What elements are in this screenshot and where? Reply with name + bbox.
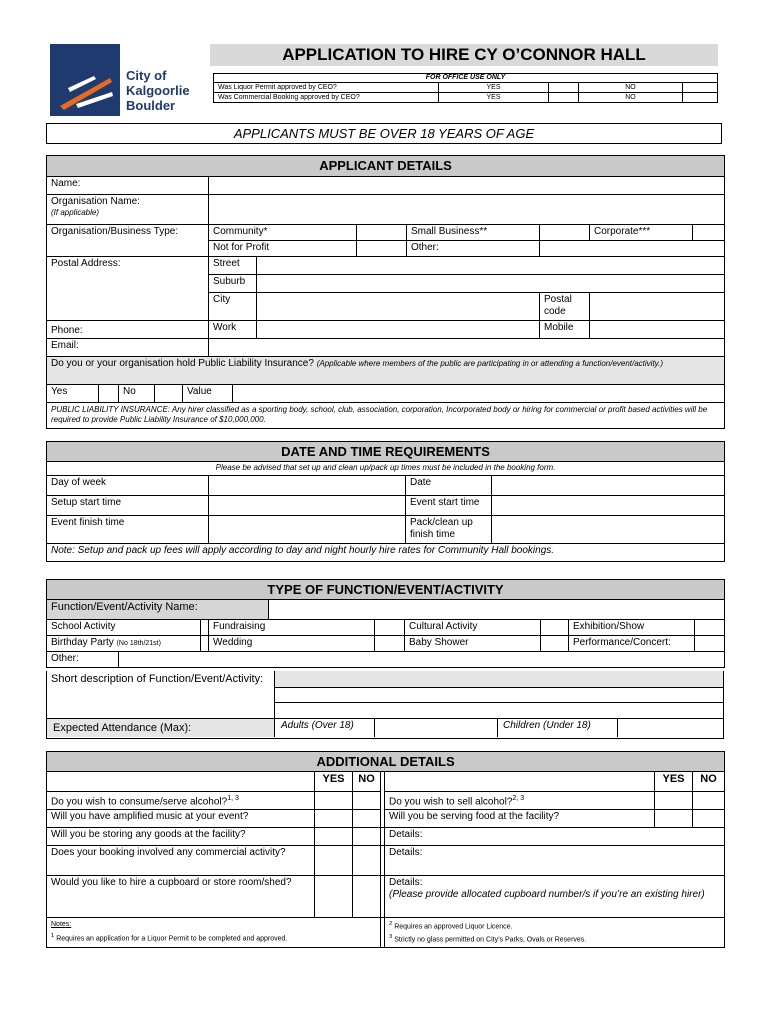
note-1: Requires an application for a Liquor Permit to be completed and approved. bbox=[56, 935, 288, 943]
school-activity-label: School Activity bbox=[47, 620, 201, 636]
adults-label: Adults (Over 18) bbox=[281, 720, 354, 731]
setup-start-label: Setup start time bbox=[47, 496, 209, 516]
insurance-question-text: Do you or your organisation hold Public Liability Insurance? bbox=[51, 358, 314, 369]
mobile-field[interactable] bbox=[590, 321, 725, 339]
org-name-field[interactable] bbox=[209, 195, 725, 225]
additional-details-header: ADDITIONAL DETAILS bbox=[47, 752, 725, 772]
note-2: Requires an approved Liquor Licence. bbox=[394, 923, 513, 931]
consume-alcohol-question: Do you wish to consume/serve alcohol? bbox=[51, 796, 228, 807]
date-label: Date bbox=[406, 476, 492, 496]
adults-field[interactable] bbox=[374, 719, 498, 737]
date-time-table bbox=[46, 441, 725, 562]
logo-text-line3: Boulder bbox=[126, 98, 176, 113]
type-community-box[interactable] bbox=[357, 225, 407, 241]
office-use-table bbox=[213, 73, 718, 103]
amplified-music-question: Will you have amplified music at your event? bbox=[47, 810, 315, 828]
storing-goods-yes-box[interactable] bbox=[315, 828, 353, 846]
note-3: Strictly no glass permitted on City’s Parks, Ovals or Reserves. bbox=[394, 936, 587, 944]
short-description-line-1[interactable] bbox=[275, 671, 723, 688]
birthday-party-cell bbox=[47, 636, 201, 652]
fundraising-box[interactable] bbox=[375, 620, 405, 636]
fundraising-label: Fundraising bbox=[209, 620, 375, 636]
age-notice: APPLICANTS MUST BE OVER 18 YEARS OF AGE bbox=[46, 123, 722, 144]
name-field[interactable] bbox=[209, 177, 725, 195]
cupboard-hire-no-box[interactable] bbox=[353, 876, 381, 918]
work-phone-field[interactable] bbox=[257, 321, 540, 339]
day-of-week-label: Day of week bbox=[47, 476, 209, 496]
school-activity-box[interactable] bbox=[201, 620, 209, 636]
consume-alcohol-yes-box[interactable] bbox=[315, 792, 353, 810]
other-function-label: Other: bbox=[47, 652, 119, 668]
event-finish-field[interactable] bbox=[209, 516, 406, 544]
performance-box[interactable] bbox=[695, 636, 725, 652]
insurance-yes-label: Yes bbox=[47, 385, 99, 403]
mobile-label: Mobile bbox=[540, 321, 590, 339]
wedding-box[interactable] bbox=[375, 636, 405, 652]
cupboard-hire-yes-box[interactable] bbox=[315, 876, 353, 918]
postal-address-label: Postal Address: bbox=[47, 257, 209, 321]
office-liquor-no[interactable]: NO bbox=[579, 83, 683, 93]
exhibition-label: Exhibition/Show bbox=[569, 620, 695, 636]
pack-up-finish-field[interactable] bbox=[492, 516, 725, 544]
insurance-question bbox=[47, 357, 725, 385]
expected-attendance-label: Expected Attendance (Max): bbox=[47, 719, 275, 737]
commercial-activity-no-box[interactable] bbox=[353, 846, 381, 876]
insurance-question-note: (Applicable where members of the public are participating in or attending a function/event/activity.) bbox=[316, 359, 663, 368]
city-field[interactable] bbox=[257, 293, 540, 321]
type-not-for-profit-label: Not for Profit bbox=[209, 241, 357, 257]
sell-alcohol-no-box[interactable] bbox=[693, 792, 725, 810]
org-name-note: (If applicable) bbox=[51, 208, 100, 217]
insurance-answer-table bbox=[46, 384, 725, 429]
logo-text-line1: City of bbox=[126, 68, 167, 83]
logo-mark-icon bbox=[50, 44, 120, 116]
setup-fees-note: Note: Setup and pack up fees will apply according to day and night hourly hire rates for Community Hall bookings. bbox=[47, 544, 725, 562]
event-finish-label: Event finish time bbox=[47, 516, 209, 544]
commercial-activity-question: Does your booking involved any commercial activity? bbox=[47, 846, 315, 876]
email-label: Email: bbox=[47, 339, 209, 357]
storing-goods-question: Will you be storing any goods at the facility? bbox=[47, 828, 315, 846]
consume-alcohol-no-box[interactable] bbox=[353, 792, 381, 810]
short-description-section bbox=[46, 671, 724, 739]
event-start-label: Event start time bbox=[406, 496, 492, 516]
sell-alcohol-yes-box[interactable] bbox=[655, 792, 693, 810]
type-corporate-label: Corporate*** bbox=[590, 225, 693, 241]
no-column-header-right: NO bbox=[693, 772, 725, 792]
type-corporate-box[interactable] bbox=[693, 225, 725, 241]
type-small-business-box[interactable] bbox=[540, 225, 590, 241]
consume-alcohol-footnote: 1, 3 bbox=[227, 794, 239, 802]
type-not-for-profit-box[interactable] bbox=[357, 241, 407, 257]
sell-alcohol-footnote: 2, 3 bbox=[512, 794, 525, 802]
baby-shower-label: Baby Shower bbox=[405, 636, 541, 652]
type-community-label: Community* bbox=[209, 225, 357, 241]
notes-heading: Notes: bbox=[51, 921, 72, 928]
children-label: Children (Under 18) bbox=[503, 720, 591, 731]
page-title: APPLICATION TO HIRE CY O’CONNOR HALL bbox=[210, 44, 718, 66]
amplified-music-no-box[interactable] bbox=[353, 810, 381, 828]
birthday-party-note: (No 18th/21st) bbox=[116, 640, 161, 647]
insurance-value-field[interactable] bbox=[233, 385, 725, 403]
council-logo bbox=[50, 44, 210, 116]
street-label: Street bbox=[209, 257, 257, 275]
function-name-label: Function/Event/Activity Name: bbox=[47, 600, 269, 620]
commercial-activity-details[interactable]: Details: bbox=[385, 846, 725, 876]
applicant-details-header: APPLICANT DETAILS bbox=[47, 156, 725, 177]
commercial-activity-yes-box[interactable] bbox=[315, 846, 353, 876]
email-field[interactable] bbox=[209, 339, 725, 357]
insurance-no-label: No bbox=[119, 385, 155, 403]
pack-up-finish-label: Pack/clean up finish time bbox=[406, 516, 492, 544]
date-time-header: DATE AND TIME REQUIREMENTS bbox=[47, 442, 725, 462]
type-other-field[interactable] bbox=[540, 241, 725, 257]
date-time-advice: Please be advised that set up and clean up/pack up times must be included in the booking form. bbox=[47, 462, 725, 476]
date-field[interactable] bbox=[492, 476, 725, 496]
suburb-field[interactable] bbox=[257, 275, 725, 293]
event-start-field[interactable] bbox=[492, 496, 725, 516]
wedding-label: Wedding bbox=[209, 636, 375, 652]
cultural-activity-box[interactable] bbox=[541, 620, 569, 636]
sell-alcohol-question: Do you wish to sell alcohol? bbox=[389, 796, 513, 807]
office-commercial-yes[interactable]: YES bbox=[439, 93, 549, 103]
phone-label: Phone: bbox=[47, 321, 209, 339]
short-description-label: Short description of Function/Event/Activity: bbox=[47, 671, 275, 718]
postal-code-field[interactable] bbox=[590, 293, 725, 321]
office-use-heading: FOR OFFICE USE ONLY bbox=[214, 74, 718, 83]
serving-food-yes-box[interactable] bbox=[655, 810, 693, 828]
short-description-line-2[interactable] bbox=[275, 687, 723, 703]
birthday-party-label: Birthday Party bbox=[51, 637, 114, 648]
city-label: City bbox=[209, 293, 257, 321]
org-type-label: Organisation/Business Type: bbox=[47, 225, 209, 257]
cupboard-details-label: Details: bbox=[389, 877, 423, 888]
office-liquor-yes[interactable]: YES bbox=[439, 83, 549, 93]
day-of-week-field[interactable] bbox=[209, 476, 406, 496]
insurance-no-box[interactable] bbox=[155, 385, 183, 403]
type-other-label: Other: bbox=[407, 241, 540, 257]
street-field[interactable] bbox=[257, 257, 725, 275]
type-small-business-label: Small Business** bbox=[407, 225, 540, 241]
function-type-table bbox=[46, 579, 725, 668]
storing-goods-no-box[interactable] bbox=[353, 828, 381, 846]
setup-start-field[interactable] bbox=[209, 496, 406, 516]
office-commercial-no[interactable]: NO bbox=[579, 93, 683, 103]
postal-code-label: Postal code bbox=[540, 293, 590, 321]
no-column-header-left: NO bbox=[353, 772, 381, 792]
serving-food-question: Will you be serving food at the facility? bbox=[385, 810, 655, 828]
cultural-activity-label: Cultural Activity bbox=[405, 620, 541, 636]
short-description-line-3[interactable] bbox=[275, 702, 723, 718]
insurance-value-label: Value bbox=[183, 385, 233, 403]
office-commercial-question: Was Commercial Booking approved by CEO? bbox=[214, 93, 439, 103]
cupboard-hire-question: Would you like to hire a cupboard or store room/shed? bbox=[47, 876, 315, 918]
serving-food-no-box[interactable] bbox=[693, 810, 725, 828]
birthday-party-box[interactable] bbox=[201, 636, 209, 652]
function-name-field[interactable] bbox=[269, 600, 725, 620]
cupboard-details-note: (Please provide allocated cupboard number/s if you’re an existing hirer) bbox=[389, 889, 705, 900]
other-function-field[interactable] bbox=[119, 652, 725, 668]
office-liquor-question: Was Liquor Permit approved by CEO? bbox=[214, 83, 439, 93]
name-label: Name: bbox=[47, 177, 209, 195]
exhibition-box[interactable] bbox=[695, 620, 725, 636]
amplified-music-yes-box[interactable] bbox=[315, 810, 353, 828]
storing-goods-details[interactable]: Details: bbox=[385, 828, 725, 846]
performance-label: Performance/Concert: bbox=[569, 636, 695, 652]
work-phone-label: Work bbox=[209, 321, 257, 339]
pli-note: PUBLIC LIABILITY INSURANCE: Any hirer classified as a sporting body, school, club, association, corporation, Incorporated body or hiring for commercial or profit based activities will be required to provide Public Liability Insurance of $10,000,000. bbox=[47, 403, 725, 429]
children-field[interactable] bbox=[617, 719, 724, 737]
additional-details-table: ADDITIONAL DETAILS YES NO YES NO Do you wish to consume/serve alcohol?$^{1, 3}$ Do you wish to sell alcohol?$^{2, 3}$ Will you have amplified music at your event? Will you be serving food at the facility? Will you be storing any goods at the facility? Details: Does your booking involved any commercial activity? Details: Would you like to hire a cupboard or store room/shed? Details: (Please provide allocated cupboard number/s if you’re an existing hirer) Notes: $^1$ Requires an application for a Liquor Permit to be completed and approved. $^2$ Requires an approved Liquor Licence. $^3$ Strictly no glass permitted on City’s Parks, Ovals or Reserves. bbox=[46, 751, 725, 948]
yes-column-header-left: YES bbox=[315, 772, 353, 792]
logo-text-line2: Kalgoorlie bbox=[126, 83, 190, 98]
applicant-details-table bbox=[46, 155, 725, 385]
insurance-yes-box[interactable] bbox=[99, 385, 119, 403]
org-name-label: Organisation Name: bbox=[51, 196, 140, 207]
yes-column-header-right: YES bbox=[655, 772, 693, 792]
suburb-label: Suburb bbox=[209, 275, 257, 293]
baby-shower-box[interactable] bbox=[541, 636, 569, 652]
function-type-header: TYPE OF FUNCTION/EVENT/ACTIVITY bbox=[47, 580, 725, 600]
cupboard-hire-details[interactable] bbox=[385, 876, 725, 918]
